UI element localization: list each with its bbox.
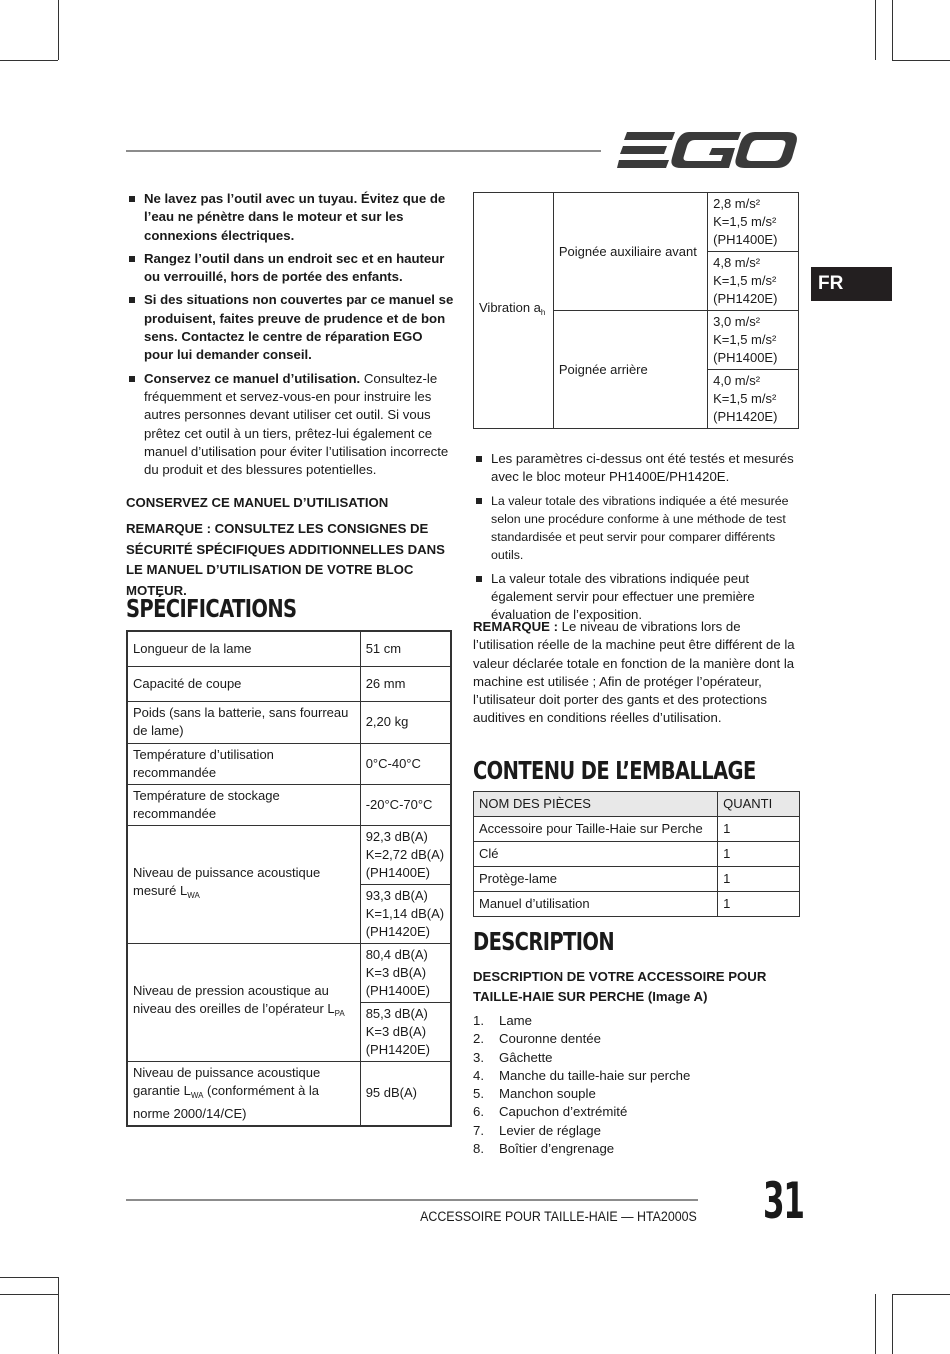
crop-mark	[0, 60, 58, 61]
language-tab: FR	[811, 267, 892, 301]
list-item: La valeur totale des vibrations indiquée a été mesurée selon une procédure conforme à une méthode de test standardisée et peut servir pour comparer différents outils.	[473, 492, 803, 565]
list-item: Conservez ce manuel d’utilisation. Consultez-le fréquemment et servez-vous-en pour instruire les autres personnes devant utiliser cet outil. Si vous prêtez cet outil à un tiers, prêtez-lui également ce manuel d’utilisation pour éviter l’utilisation incorrecte du produit et des blessures potentielles.	[126, 370, 454, 480]
specifications-title: SPÉCIFICATIONS	[126, 594, 297, 623]
page-number: 31	[763, 1172, 804, 1230]
header-rule	[126, 150, 601, 152]
vibration-remarque: REMARQUE : Le niveau de vibrations lors de l’utilisation réelle de la machine peut être différent de la valeur déclarée totale en fonction de la manière dont la machine est utilisée ; Afin de protéger l’opérateur, l’utilisateur doit porter des gants et des protections auditives en conditions réelles d’utilisation.	[473, 619, 795, 726]
table-row: Capacité de coupe 26 mm	[127, 666, 451, 701]
list-item: 1. Lame	[473, 1013, 532, 1028]
ego-logo	[617, 130, 799, 175]
table-row: 85,3 dB(A) K=3 dB(A) (PH1420E)	[127, 1002, 451, 1061]
list-item: 4. Manche du taille-haie sur perche	[473, 1067, 691, 1083]
list-item: Les paramètres ci-dessus ont été testés et mesurés avec le bloc moteur PH1400E/PH1420E.	[473, 450, 803, 487]
table-row: 93,3 dB(A) K=1,14 dB(A) (PH1420E)	[127, 884, 451, 943]
list-item: Rangez l’outil dans un endroit sec et en hauteur ou verrouillé, hors de portée des enfants.	[126, 250, 454, 287]
crop-mark	[892, 1294, 950, 1295]
crop-mark	[0, 1277, 58, 1278]
safety-bullet-list	[126, 190, 454, 479]
list-item: 3. Gâchette	[473, 1049, 553, 1065]
table-row: Température d’utilisation recommandée 0°C-40°C	[127, 743, 451, 784]
crop-mark	[875, 0, 876, 60]
list-item: 7. Levier de réglage	[473, 1122, 601, 1138]
list-item: 6. Capuchon d’extrémité	[473, 1104, 628, 1120]
table-row: 4,0 m/s² K=1,5 m/s² (PH1420E)	[474, 370, 799, 429]
table-row: Niveau de puissance acoustique mesuré $L_{WA}$ 92,3 dB(A) K=2,72 dB(A) (PH1400E)	[127, 825, 451, 884]
description-title: DESCRIPTION	[473, 927, 615, 956]
crop-mark	[58, 0, 59, 60]
crop-mark	[58, 1294, 59, 1354]
package-title: CONTENU DE L’EMBALLAGE	[473, 756, 756, 785]
table-row: Accessoire pour Taille-Haie sur Perche 1	[474, 817, 800, 842]
vibration-notes	[473, 450, 803, 630]
vibration-bullet-list	[473, 450, 803, 625]
table-row: Protège-lame 1	[474, 867, 800, 892]
table-row: Température de stockage recommandée -20°C-70°C	[127, 784, 451, 825]
table-row: Manuel d’utilisation 1	[474, 892, 800, 917]
crop-mark	[892, 60, 950, 61]
footer-rule	[126, 1199, 698, 1201]
keep-manual-heading: CONSERVEZ CE MANUEL D’UTILISATION	[126, 495, 389, 510]
table-header-row: NOM DES PIÈCES QUANTI	[474, 792, 800, 817]
specifications-table	[126, 630, 452, 1127]
table-row: Vibration $a_h$ Poignée auxiliaire avant 2,8 m/s² K=1,5 m/s² (PH1400E)	[474, 193, 799, 252]
list-item: Si des situations non couvertes par ce manuel se produisent, faites preuve de prudence et de bon sens. Contactez le centre de réparation EGO pour lui demander conseil.	[126, 291, 454, 364]
list-item: 2. Couronne dentée	[473, 1031, 601, 1047]
crop-mark	[58, 1277, 59, 1294]
list-item: Ne lavez pas l’outil avec un tuyau. Évitez que de l’eau ne pénètre dans le moteur et sur les connexions électriques.	[126, 190, 454, 245]
parts-list	[473, 1012, 803, 1158]
table-row: Niveau de puissance acoustique garantie $L_{WA}$ (conformément à la norme 2000/14/CE) 95 dB(A)	[127, 1061, 451, 1126]
description-subtitle: DESCRIPTION DE VOTRE ACCESSOIRE POUR TAILLE-HAIE SUR PERCHE (Image A)	[473, 969, 767, 1004]
crop-mark	[892, 0, 893, 60]
list-item: 5. Manchon souple	[473, 1086, 596, 1102]
engine-remarque: REMARQUE : CONSULTEZ LES CONSIGNES DE SÉCURITÉ SPÉCIFIQUES ADDITIONNELLES DANS LE MANUEL D’UTILISATION DE VOTRE BLOC MOTEUR.	[126, 521, 445, 598]
table-row: Poignée arrière 3,0 m/s² K=1,5 m/s² (PH1400E)	[474, 311, 799, 370]
crop-mark	[0, 1294, 58, 1295]
table-row: Poids (sans la batterie, sans fourreau de lame) 2,20 kg	[127, 701, 451, 743]
footer-title: ACCESSOIRE POUR TAILLE-HAIE — HTA2000S	[420, 1209, 697, 1224]
table-row: Longueur de la lame 51 cm	[127, 631, 451, 666]
table-row: Niveau de pression acoustique au niveau des oreilles de l’opérateur $L_{PA}$ 80,4 dB(A) K=3 dB(A) (PH1400E)	[127, 943, 451, 1002]
list-item: 8. Boîtier d’engrenage	[473, 1141, 615, 1157]
left-column	[126, 190, 454, 484]
crop-mark	[875, 1294, 876, 1354]
table-row: 4,8 m/s² K=1,5 m/s² (PH1420E)	[474, 252, 799, 311]
table-row: Clé 1	[474, 842, 800, 867]
crop-mark	[892, 1294, 893, 1354]
package-table	[473, 791, 800, 917]
vibration-table	[473, 192, 799, 429]
list-item: La valeur totale des vibrations indiquée peut également servir pour effectuer une première évaluation de l’exposition.	[473, 570, 803, 625]
